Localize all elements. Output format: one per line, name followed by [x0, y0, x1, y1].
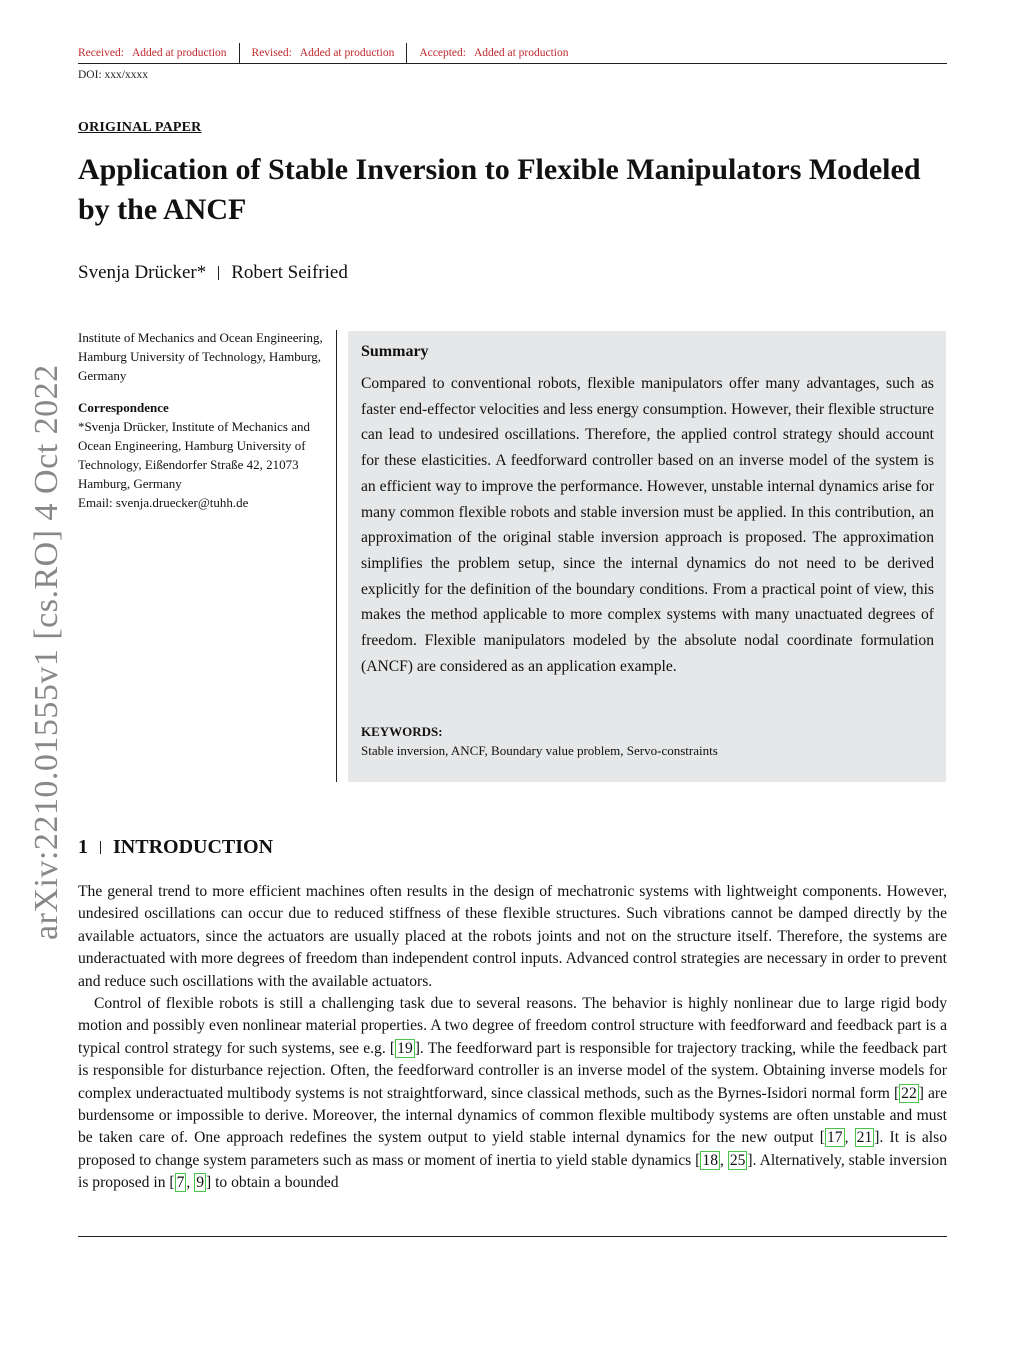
header-rule: [78, 63, 947, 64]
accepted-label: Accepted:: [419, 47, 466, 59]
correspondence: [78, 398, 328, 512]
received-label: Received:: [78, 47, 124, 59]
section-number: 1: [78, 836, 88, 858]
keywords-heading: KEYWORDS:: [361, 724, 443, 739]
section-heading: [78, 836, 273, 859]
revised-item: [252, 47, 395, 59]
accepted-value: Added at production: [473, 47, 569, 59]
column-divider: [336, 330, 337, 782]
correspondence-text: *Svenja Drücker, Institute of Mechanics and Ocean Engineering, Hamburg University of Technology, Eißendorfer Straße 42, 21073 Hamburg, Germany: [78, 419, 310, 491]
title-line-2: by the ANCF: [78, 193, 247, 226]
header-divider: [406, 43, 407, 63]
accepted-item: [419, 47, 568, 59]
author-2: Robert Seifried: [231, 262, 348, 283]
text-run: ]. It is also proposed to change system parameters such as mass or moment of inertia to yield stable dynamics [: [78, 1129, 948, 1169]
author-1: Svenja Drücker*: [78, 262, 207, 283]
doi: DOI: xxx/xxxx: [78, 69, 148, 81]
citation-link[interactable]: 22: [901, 1084, 917, 1102]
author-list: [78, 262, 348, 284]
citation-link[interactable]: 25: [729, 1151, 746, 1169]
title-line-1: Application of Stable Inversion to Flexible Manipulators Modeled: [78, 153, 921, 186]
keywords: Stable inversion, ANCF, Boundary value problem, Servo-constraints: [361, 743, 718, 758]
header-divider: [239, 43, 240, 63]
intro-paragraph-1: The general trend to more efficient machines often results in the design of mechatronic systems with lightweight components. However, undesired oscillations can occur due to reduced stiffness of these flexible structures. Such vibrations cannot be damped directly by the available actuators, since the actuators are usually placed at the robots joints and not on the structure itself. Therefore, the systems are underactuated with more degrees of freedom than independent control inputs. Advanced control strategies are necessary in order to prevent and reduce such oscillations with the available actuators.: [78, 883, 947, 990]
footer-rule: [78, 1236, 947, 1237]
author-divider: [218, 266, 219, 280]
revised-label: Revised:: [251, 47, 292, 59]
paper-title: [78, 150, 958, 230]
intro-paragraph-2: [78, 993, 947, 1195]
citation-separator: ,: [186, 1174, 195, 1192]
text-run: ] are burdensome or impossible to derive. Moreover, the internal dynamics of common flexible multibody systems are often unstable and must be taken care of. One approach redefines the system output to yield stable internal dynamics for the new output [: [78, 1084, 947, 1147]
citation-link[interactable]: 18: [702, 1151, 718, 1169]
revised-value: Added at production: [299, 47, 395, 59]
citation-separator: ,: [844, 1129, 855, 1147]
affiliation: Institute of Mechanics and Ocean Engineering, Hamburg University of Technology, Hamburg, Germany: [78, 330, 323, 383]
publication-history: [78, 43, 947, 63]
summary-heading: Summary: [361, 343, 429, 360]
correspondence-heading: Correspondence: [78, 400, 169, 415]
text-run: ]. The feedforward part is responsible for trajectory tracking, while the feedback part is responsible for disturbance rejection. Often, the feedforward controller is an inverse model of the system. Obtaining inverse models for complex underactuated multibody systems is not straightforward, since classical methods, such as the Byrnes-Isidori normal form [: [78, 1039, 948, 1102]
received-item: [78, 47, 227, 59]
text-run: Control of flexible robots is still a challenging task due to several reasons. The behavior is highly nonlinear due to large rigid body motion and possibly even nonlinear material properties. A two degree of freedom control structure with feedforward and feedback part is a typical control strategy for such systems, see e.g. [: [78, 995, 947, 1057]
arxiv-stamp: arXiv:2210.01555v1 [cs.RO] 4 Oct 2022: [28, 364, 65, 940]
text-run: ] to obtain a bounded: [205, 1174, 339, 1192]
text-run: ]. Alternatively, stable inversion is proposed in [: [78, 1151, 948, 1192]
summary-text: Compared to conventional robots, flexible manipulators offer many advantages, such as faster end-effector velocities and less energy consumption. However, their flexible structure can lead to undesired oscillations. Therefore, the applied control strategy should account for these elasticities. A feedforward controller based on an inverse model of the system is an efficient way to improve the performance. However, unstable internal dynamics arise for many common flexible robots and stable inversion must be applied. In this contribution, an approximation of the original stable inversion approach is proposed. The approximation simplifies the problem setup, since the internal dynamics do not need to be derived explicitly for the definition of the boundary conditions. From a practical point of view, this makes the method applicable to more complex systems with many unactuated degrees of freedom. Flexible manipulators modeled by the absolute nodal coordinate formulation (ANCF) are considered as an application example.: [361, 375, 934, 675]
paper-type: ORIGINAL PAPER: [78, 120, 202, 135]
received-value: Added at production: [131, 47, 227, 59]
citation-link[interactable]: 21: [856, 1129, 873, 1147]
citation-link[interactable]: 7: [176, 1174, 185, 1192]
citation-link[interactable]: 17: [826, 1129, 843, 1147]
correspondence-email: Email: svenja.druecker@tuhh.de: [78, 495, 249, 510]
citation-link[interactable]: 9: [196, 1174, 204, 1192]
section-title: INTRODUCTION: [113, 836, 274, 858]
section-divider: [100, 841, 101, 854]
citation-link[interactable]: 19: [397, 1039, 413, 1057]
citation-separator: ,: [719, 1151, 728, 1169]
